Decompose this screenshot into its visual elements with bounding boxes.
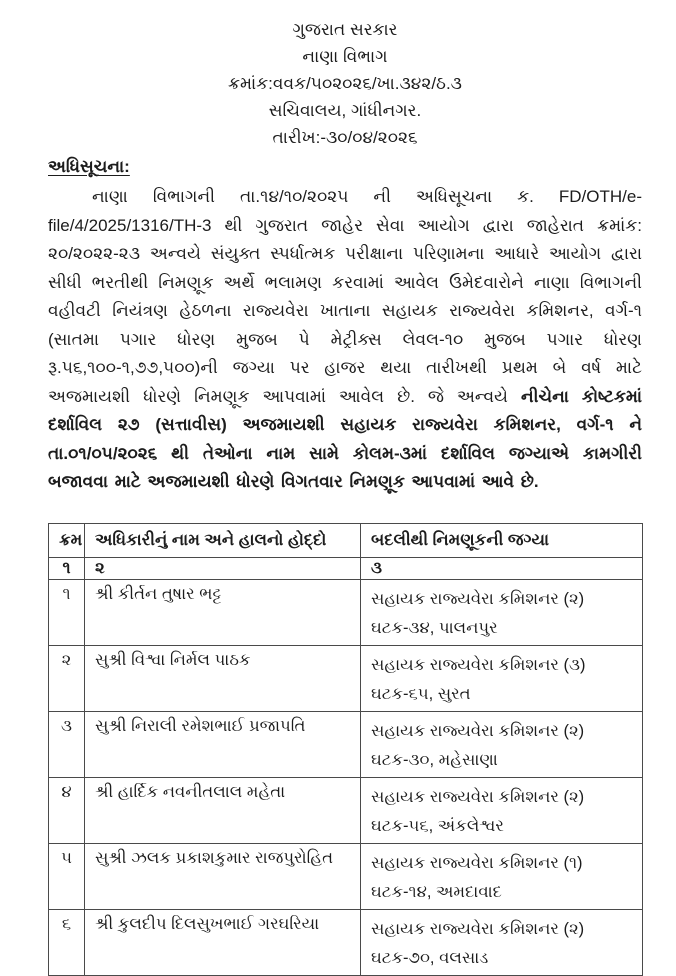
posting-place (361, 777, 643, 843)
officer-name: શ્રી હાર્દિક નવનીતલાલ મહેતા (85, 777, 361, 843)
department-name: નાણા વિભાગ (302, 47, 388, 66)
officer-name: શ્રી કુલદીપ દિલસુખભાઈ ગરઘરિયા (85, 909, 361, 975)
column-number-3: ૩ (361, 557, 643, 579)
officer-name: શ્રી કીર્તન તુષાર ભટ્ટ (85, 579, 361, 645)
posting-unit: ઘટક-૬૫, સુરત (371, 684, 471, 703)
column-number-1: ૧ (49, 557, 85, 579)
table-row (49, 711, 643, 777)
posting-title: સહાયક રાજ્યવેરા કમિશનર (૧) (371, 853, 583, 872)
paragraph-bold-segment: નીચેના કોષ્ટકમાં દર્શાવિલ ૨૭ (સત્તાવીસ) અજમાયશી સહાયક રાજ્યવેરા કમિશનર, વર્ગ-૧ ને તા.૦૧/૦૫/૨૦૨૬ થી તેઓના નામ સામે કોલમ-૩માં દર્શાવિલ જગ્યાએ કામગીરી બજાવવા માટે અજમાયશી ધોરણે વિગતવાર નિમણૂક આપવામાં આવે છે. (48, 386, 642, 491)
column-number-2: ૨ (85, 557, 361, 579)
table-header-row (49, 523, 643, 557)
officer-name: સુશ્રી વિશ્વા નિર્મલ પાઠક (85, 645, 361, 711)
table-row (49, 843, 643, 909)
posting-place (361, 711, 643, 777)
row-serial: ૩ (49, 711, 85, 777)
officer-name: સુશ્રી ઝલક પ્રકાશકુમાર રાજપુરોહિત (85, 843, 361, 909)
row-serial: ૬ (49, 909, 85, 975)
officers-table (48, 523, 643, 976)
posting-unit: ઘટક-૫૬, અંકલેશ્વર (371, 816, 504, 835)
posting-title: સહાયક રાજ્યવેરા કમિશનર (૨) (371, 589, 585, 608)
government-name: ગુજરાત સરકાર (292, 20, 398, 39)
posting-title: સહાયક રાજ્યવેરા કમિશનર (૨) (371, 721, 585, 740)
posting-place (361, 645, 643, 711)
notification-paragraph (48, 183, 642, 497)
posting-title: સહાયક રાજ્યવેરા કમિશનર (૨) (371, 919, 585, 938)
table-row (49, 579, 643, 645)
row-serial: ૫ (49, 843, 85, 909)
row-serial: ૪ (49, 777, 85, 843)
header-officer-name: અધિકારીનું નામ અને હાલનો હોદ્દો (85, 523, 361, 557)
table-row (49, 777, 643, 843)
posting-title: સહાયક રાજ્યવેરા કમિશનર (૨) (371, 787, 585, 806)
paragraph-normal-segment: નાણા વિભાગની તા.૧૪/૧૦/૨૦૨૫ ની અધિસૂચના ક. FD/OTH/e-file/4/2025/1316/TH-3 થી ગુજરાત જાહેર સેવા આયોગ દ્વારા જાહેરાત ક્રમાંક: ૨૦/૨૦૨૨-૨૩ અન્વયે સંયુક્ત સ્પર્ધાત્મક પરીક્ષાના પરિણામના આધારે આયોગ દ્વારા સીધી ભરતીથી નિમણૂક અર્થે ભલામણ કરવામાં આવેલ ઉમેદવારોને નાણા વિભાગની વહીવટી નિયંત્રણ હેઠળના રાજ્યવેરા ખાતાના સહાયક રાજ્યવેરા કમિશનર, વર્ગ-૧ (સાતમા પગાર ધોરણ મુજબ પે મેટ્રીક્સ લેવલ-૧૦ મુજબ પગાર ધોરણ રૂ.૫૬,૧૦૦-૧,૭૭,૫૦૦)ની જગ્યા પર હાજર થયા તારીખથી પ્રથમ બે વર્ષ માટે અજમાયશી ધોરણે નિમણૂક આપવામાં આવેલ છે. જે અન્વયે (48, 187, 642, 406)
table-row (49, 645, 643, 711)
posting-unit: ઘટક-૭૦, વલસાડ (371, 948, 489, 967)
posting-unit: ઘટક-૧૪, અમદાવાદ (371, 882, 502, 901)
officer-name: સુશ્રી નિરાલી રમેશભાઈ પ્રજાપતિ (85, 711, 361, 777)
date-line: તારીખ:-૩૦/૦૪/૨૦૨૬ (272, 128, 418, 147)
posting-place (361, 843, 643, 909)
row-serial: ૧ (49, 579, 85, 645)
secretariat-line: સચિવાલય, ગાંધીનગર. (268, 101, 422, 120)
posting-title: સહાયક રાજ્યવેરા કમિશનર (૩) (371, 655, 586, 674)
posting-place (361, 579, 643, 645)
posting-place (361, 909, 643, 975)
posting-unit: ઘટક-૩૪, પાલનપુર (371, 618, 498, 637)
notification-heading: અધિસૂચના: (48, 157, 130, 176)
row-serial: ૨ (49, 645, 85, 711)
posting-unit: ઘટક-૩૦, મહેસાણા (371, 750, 498, 769)
reference-number: ક્રમાંક:વવક/૫૦૨૦૨૬/ખા.૩૪૨/ઠ.૩ (227, 74, 462, 93)
header-serial: ક્રમ (49, 523, 85, 557)
header-posting-place: બદલીથી નિમણૂકની જગ્યા (361, 523, 643, 557)
column-number-row (49, 557, 643, 579)
letterhead (48, 16, 642, 151)
table-row (49, 909, 643, 975)
